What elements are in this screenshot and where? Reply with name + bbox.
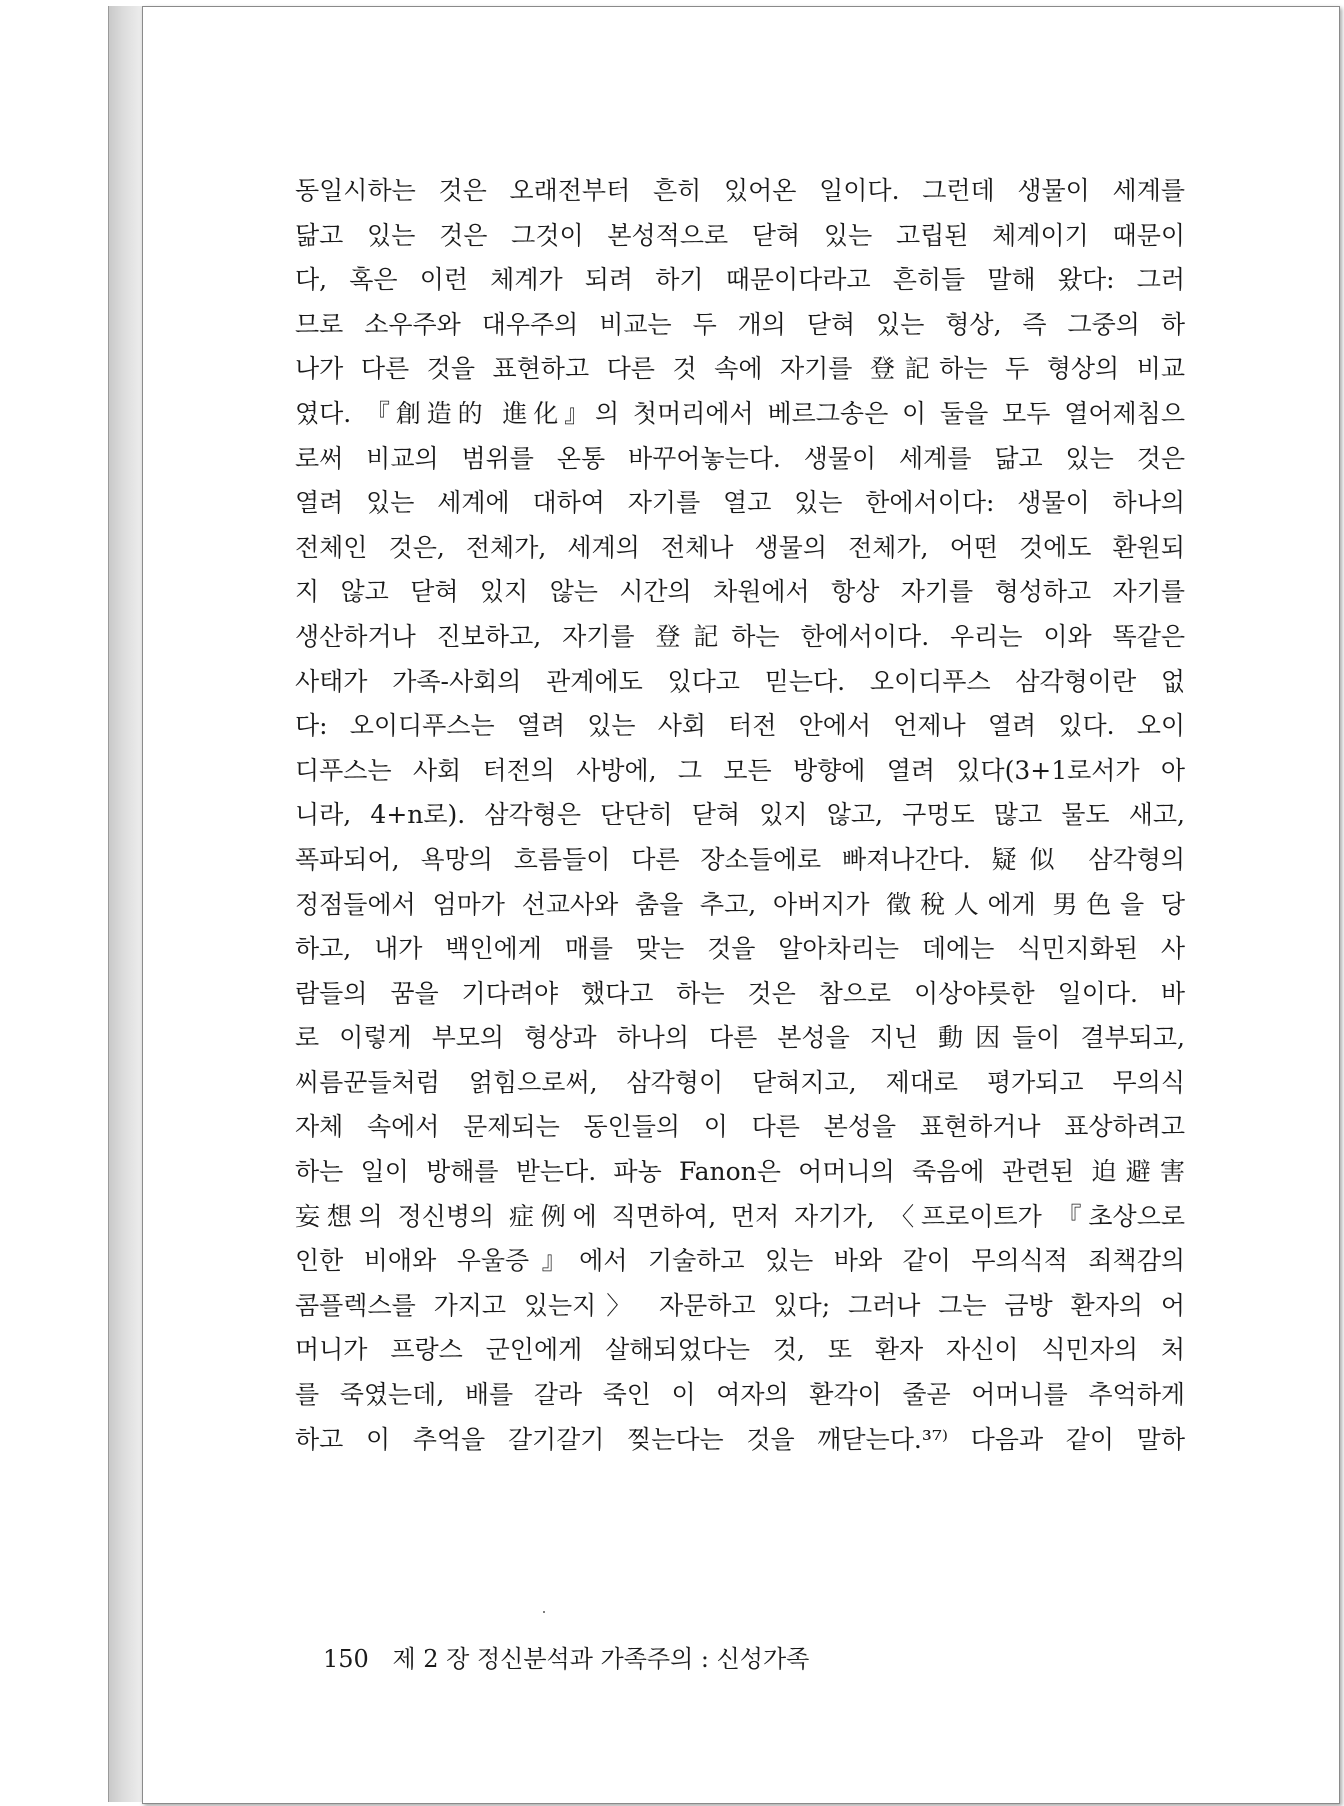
body-paragraph <box>295 169 1185 1462</box>
text-line: 로써 비교의 범위를 온통 바꾸어놓는다. 생물이 세계를 닮고 있는 것은 <box>295 443 1185 473</box>
text-line: 동일시하는 것은 오래전부터 흔히 있어온 일이다. 그런데 생물이 세계를 <box>295 176 1185 205</box>
text-line: 디푸스는 사회 터전의 사방에, 그 모든 방향에 열려 있다(3+1로서가 아 <box>295 755 1185 785</box>
text-line: 인한 비애와 우울증』에서 기술하고 있는 바와 같이 무의식적 죄책감의 <box>295 1246 1185 1276</box>
text-line: 하고, 내가 백인에게 매를 맞는 것을 알아차리는 데에는 식민지화된 사 <box>295 934 1185 964</box>
page-footer <box>323 1639 809 1674</box>
text-line: 열려 있는 세계에 대하여 자기를 열고 있는 한에서이다: 생물이 하나의 <box>295 488 1185 518</box>
text-line: 하고 이 추억을 갈기갈기 찢는다는 것을 깨닫는다.³⁷⁾ 다음과 같이 말하 <box>295 1424 1185 1454</box>
text-line: 닮고 있는 것은 그것이 본성적으로 닫혀 있는 고립된 체계이기 때문이 <box>295 220 1185 250</box>
book-spine-edge <box>108 6 145 1802</box>
text-line: 나가 다른 것을 표현하고 다른 것 속에 자기를 登記하는 두 형상의 비교 <box>295 354 1185 384</box>
text-line: 므로 소우주와 대우주의 비교는 두 개의 닫혀 있는 형상, 즉 그중의 하 <box>295 309 1185 339</box>
text-line: 생산하거나 진보하고, 자기를 登記하는 한에서이다. 우리는 이와 똑같은 <box>295 621 1185 651</box>
print-speck <box>543 1611 545 1613</box>
running-title: 제 2 장 정신분석과 가족주의 : 신성가족 <box>392 1645 810 1673</box>
text-line: 妄想의 정신병의 症例에 직면하여, 먼저 자기가, 〈프로이트가 『초상으로 <box>295 1201 1185 1231</box>
text-line: 씨름꾼들처럼 얽힘으로써, 삼각형이 닫혀지고, 제대로 평가되고 무의식 <box>295 1067 1185 1097</box>
text-line: 로 이렇게 부모의 형상과 하나의 다른 본성을 지닌 動因들이 결부되고, <box>295 1023 1185 1053</box>
page-sheet <box>142 6 1340 1804</box>
text-line: 를 죽였는데, 배를 갈라 죽인 이 여자의 환각이 줄곧 어머니를 추억하게 <box>295 1380 1185 1410</box>
text-line: 정점들에서 엄마가 선교사와 춤을 추고, 아버지가 徵稅人에게 男色을 당 <box>295 889 1185 919</box>
text-line: 사태가 가족-사회의 관계에도 있다고 믿는다. 오이디푸스 삼각형이란 없 <box>295 666 1185 696</box>
text-line: 콤플렉스를 가지고 있는지〉 자문하고 있다; 그러나 그는 금방 환자의 어 <box>295 1290 1185 1320</box>
text-line: 하는 일이 방해를 받는다. 파농 Fanon은 어머니의 죽음에 관련된 迫避害 <box>295 1157 1185 1187</box>
text-line: 자체 속에서 문제되는 동인들의 이 다른 본성을 표현하거나 표상하려고 <box>295 1112 1185 1142</box>
text-line: 머니가 프랑스 군인에게 살해되었다는 것, 또 환자 자신이 식민자의 처 <box>295 1335 1185 1365</box>
text-line: 다, 혹은 이런 체계가 되려 하기 때문이다라고 흔히들 말해 왔다: 그러 <box>295 265 1185 295</box>
text-line: 폭파되어, 욕망의 흐름들이 다른 장소들에로 빠져나간다. 疑似 삼각형의 <box>295 844 1185 874</box>
text-line: 니라, 4+n로). 삼각형은 단단히 닫혀 있지 않고, 구멍도 많고 물도 새고, <box>295 800 1185 830</box>
text-line: 전체인 것은, 전체가, 세계의 전체나 생물의 전체가, 어떤 것에도 환원되 <box>295 532 1185 562</box>
text-line: 지 않고 닫혀 있지 않는 시간의 차원에서 항상 자기를 형성하고 자기를 <box>295 577 1185 607</box>
text-line: 였다. 『創造的 進化』의 첫머리에서 베르그송은 이 둘을 모두 열어제침으 <box>295 398 1185 428</box>
text-line: 다: 오이디푸스는 열려 있는 사회 터전 안에서 언제나 열려 있다. 오이 <box>295 711 1185 741</box>
page-number: 150 <box>323 1645 369 1673</box>
text-line: 람들의 꿈을 기다려야 했다고 하는 것은 참으로 이상야릇한 일이다. 바 <box>295 978 1185 1008</box>
